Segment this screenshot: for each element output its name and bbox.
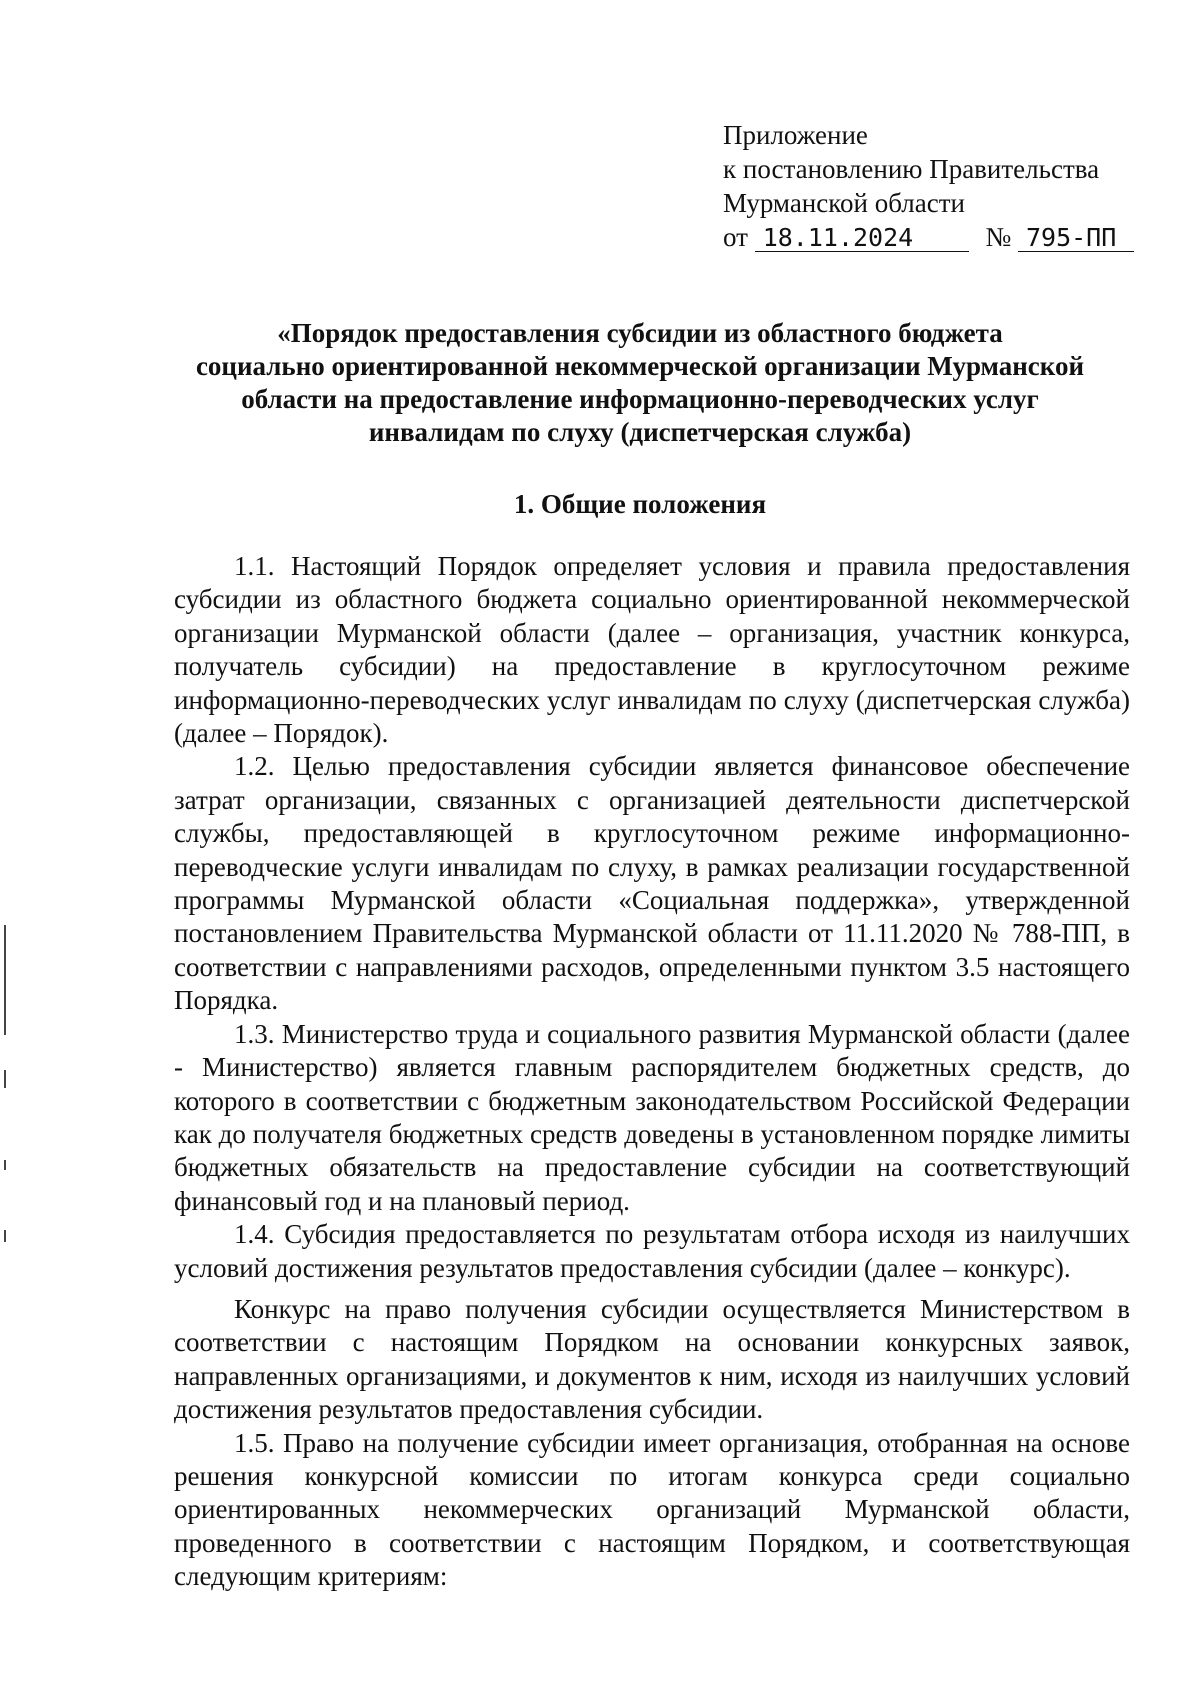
document-title xyxy=(150,317,1130,449)
attachment-line-1: Приложение xyxy=(723,120,868,150)
scan-margin-mark xyxy=(4,1070,6,1088)
paragraph-contest: Конкурс на право получения субсидии осуществляется Министерством в соответствии с настоящим Порядком на основании конкурсных заявок, направленных организациями, и документов к ним, исходя из наилучших условий достижения результатов предоставления субсидии. xyxy=(174,1293,1130,1425)
attachment-date-line xyxy=(723,220,1134,254)
paragraph-1-3: 1.3. Министерство труда и социального развития Мурманской области (далее - Министерство) является главным распорядителем бюджетных средств, до которого в соответствии с бюджетным законодательством Российской Федерации как до получателя бюджетных средств доведены в установленном порядке лимиты бюджетных обязательств на предоставление субсидии на соответствующий финансовый год и на плановый период. xyxy=(174,1018,1130,1216)
paragraph-1-5: 1.5. Право на получение субсидии имеет организация, отобранная на основе решения конкурсной комиссии по итогам конкурса среди социально ориентированных некоммерческих организаций Мурманской области, проведенного в соответствии с настоящим Порядком, и соответствующая следующим критериям: xyxy=(174,1427,1130,1592)
title-line-3: области на предоставление информационно-переводческих услуг xyxy=(241,384,1039,414)
paragraph-1-1: 1.1. Настоящий Порядок определяет условия и правила предоставления субсидии из областного бюджета социально ориентированной некоммерческой организации Мурманской области (далее – организация, участник конкурса, получатель субсидии) на предоставление в круглосуточном режиме информационно-переводческих услуг инвалидам по слуху (диспетчерская служба) (далее – Порядок). xyxy=(174,551,1130,749)
scan-margin-mark xyxy=(4,925,6,1035)
attachment-line-3: Мурманской области xyxy=(723,188,965,218)
resolution-number: 795-ПП xyxy=(1018,225,1134,252)
title-line-4: инвалидам по слуху (диспетчерская служба) xyxy=(368,417,912,447)
scan-margin-mark xyxy=(4,1160,6,1170)
scan-margin-mark xyxy=(4,1230,6,1242)
attachment-block xyxy=(723,118,1134,254)
resolution-date: 18.11.2024 xyxy=(755,225,969,252)
title-line-1: «Порядок предоставления субсидии из областного бюджета xyxy=(277,318,1003,348)
attachment-line-2: к постановлению Правительства xyxy=(723,154,1100,184)
paragraph-1-4: 1.4. Субсидия предоставляется по результатам отбора исходя из наилучших условий достижения результатов предоставления субсидии (далее – конкурс). xyxy=(174,1219,1130,1283)
number-label: № xyxy=(985,222,1012,252)
title-line-2: социально ориентированной некоммерческой организации Мурманской xyxy=(195,351,1085,381)
section-heading: 1. Общие положения xyxy=(513,489,767,519)
from-label: от xyxy=(723,222,748,252)
document-body xyxy=(174,550,1130,1594)
paragraph-1-2: 1.2. Целью предоставления субсидии является финансовое обеспечение затрат организации, связанных с организацией деятельности диспетчерской службы, предоставляющей в круглосуточном режиме информационно-переводческие услуги инвалидам по слуху, в рамках реализации государственной программы Мурманской области «Социальная поддержка», утвержденной постановлением Правительства Мурманской области от 11.11.2020 № 788-ПП, в соответствии с направлениями расходов, определенными пунктом 3.5 настоящего Порядка. xyxy=(174,751,1130,1016)
